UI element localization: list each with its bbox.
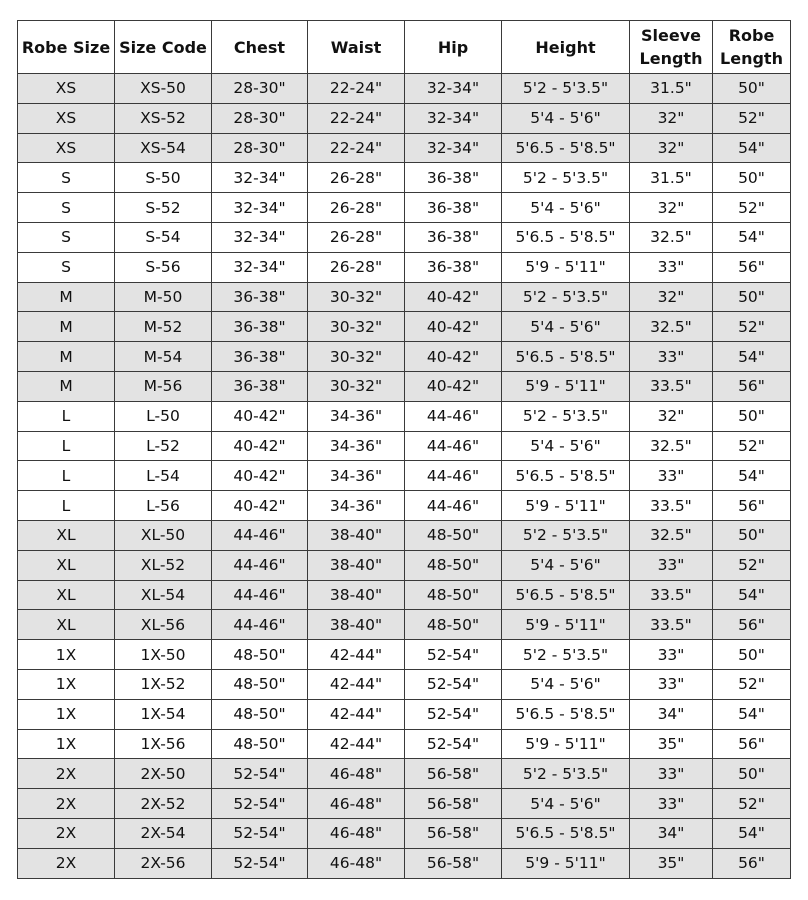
cell-height: 5'9 - 5'11" [502,610,630,640]
cell-hip: 52-54" [405,699,502,729]
cell-sleeve-length: 33" [630,461,713,491]
cell-waist: 38-40" [308,550,405,580]
cell-robe-size: L [18,401,115,431]
cell-robe-size: M [18,282,115,312]
cell-waist: 34-36" [308,491,405,521]
table-row [18,282,791,312]
cell-sleeve-length: 32" [630,401,713,431]
size-chart-table [17,20,791,879]
cell-robe-length: 52" [713,431,791,461]
cell-robe-length: 52" [713,312,791,342]
cell-hip: 56-58" [405,848,502,878]
cell-height: 5'9 - 5'11" [502,252,630,282]
cell-chest: 32-34" [212,222,308,252]
cell-robe-length: 50" [713,401,791,431]
cell-waist: 34-36" [308,461,405,491]
cell-height: 5'2 - 5'3.5" [502,163,630,193]
cell-waist: 38-40" [308,580,405,610]
cell-waist: 26-28" [308,193,405,223]
header-label: Robe Size [21,37,111,57]
cell-size-code: XL-56 [115,610,212,640]
header-label-line-2: Length [639,49,703,68]
cell-chest: 52-54" [212,848,308,878]
cell-chest: 40-42" [212,431,308,461]
cell-sleeve-length: 32" [630,103,713,133]
table-row [18,342,791,372]
cell-chest: 44-46" [212,580,308,610]
header-row [18,21,791,74]
cell-height: 5'2 - 5'3.5" [502,759,630,789]
cell-robe-size: S [18,222,115,252]
cell-sleeve-length: 32.5" [630,222,713,252]
cell-size-code: XL-50 [115,520,212,550]
cell-size-code: S-50 [115,163,212,193]
cell-height: 5'9 - 5'11" [502,491,630,521]
cell-chest: 32-34" [212,252,308,282]
cell-sleeve-length: 33" [630,669,713,699]
cell-size-code: 2X-52 [115,789,212,819]
table-row [18,550,791,580]
cell-chest: 28-30" [212,133,308,163]
cell-robe-size: XS [18,103,115,133]
cell-sleeve-length: 33" [630,342,713,372]
table-row [18,669,791,699]
cell-chest: 28-30" [212,74,308,104]
cell-robe-length: 56" [713,729,791,759]
cell-robe-length: 50" [713,520,791,550]
cell-sleeve-length: 34" [630,818,713,848]
cell-robe-length: 50" [713,282,791,312]
cell-height: 5'6.5 - 5'8.5" [502,461,630,491]
cell-size-code: XS-52 [115,103,212,133]
cell-height: 5'6.5 - 5'8.5" [502,222,630,252]
cell-hip: 44-46" [405,491,502,521]
cell-waist: 22-24" [308,74,405,104]
cell-hip: 32-34" [405,103,502,133]
cell-hip: 32-34" [405,133,502,163]
cell-robe-size: 1X [18,729,115,759]
cell-waist: 46-48" [308,789,405,819]
cell-height: 5'9 - 5'11" [502,371,630,401]
cell-robe-size: L [18,431,115,461]
table-row [18,401,791,431]
cell-waist: 30-32" [308,342,405,372]
cell-size-code: 1X-56 [115,729,212,759]
cell-robe-size: M [18,342,115,372]
cell-robe-length: 52" [713,789,791,819]
table-row [18,461,791,491]
table-row [18,312,791,342]
cell-height: 5'2 - 5'3.5" [502,640,630,670]
cell-height: 5'6.5 - 5'8.5" [502,133,630,163]
cell-sleeve-length: 34" [630,699,713,729]
table-row [18,74,791,104]
cell-chest: 48-50" [212,699,308,729]
header-label-line-1: Robe [728,26,775,45]
cell-robe-size: L [18,461,115,491]
table-row [18,789,791,819]
header-label: Chest [233,37,286,57]
cell-size-code: 1X-54 [115,699,212,729]
cell-height: 5'2 - 5'3.5" [502,401,630,431]
table-row [18,610,791,640]
cell-chest: 36-38" [212,371,308,401]
cell-chest: 44-46" [212,610,308,640]
cell-sleeve-length: 33.5" [630,580,713,610]
cell-hip: 48-50" [405,580,502,610]
cell-waist: 38-40" [308,520,405,550]
cell-chest: 48-50" [212,640,308,670]
cell-hip: 40-42" [405,371,502,401]
cell-robe-length: 54" [713,580,791,610]
cell-sleeve-length: 33.5" [630,371,713,401]
header-label: Waist [330,37,382,57]
cell-size-code: XL-52 [115,550,212,580]
cell-robe-size: XL [18,610,115,640]
cell-hip: 40-42" [405,282,502,312]
cell-height: 5'4 - 5'6" [502,103,630,133]
header-waist [308,21,405,74]
cell-sleeve-length: 32" [630,282,713,312]
cell-robe-length: 54" [713,342,791,372]
table-row [18,431,791,461]
table-row [18,491,791,521]
cell-waist: 42-44" [308,729,405,759]
cell-robe-length: 56" [713,371,791,401]
cell-robe-size: 2X [18,789,115,819]
cell-sleeve-length: 33.5" [630,491,713,521]
cell-size-code: L-50 [115,401,212,431]
cell-hip: 48-50" [405,550,502,580]
cell-size-code: M-50 [115,282,212,312]
cell-size-code: 2X-56 [115,848,212,878]
cell-robe-length: 52" [713,193,791,223]
cell-size-code: L-52 [115,431,212,461]
cell-hip: 44-46" [405,461,502,491]
cell-size-code: M-54 [115,342,212,372]
cell-waist: 38-40" [308,610,405,640]
table-row [18,759,791,789]
cell-chest: 44-46" [212,520,308,550]
table-row [18,222,791,252]
table-row [18,848,791,878]
cell-robe-size: 2X [18,848,115,878]
cell-waist: 42-44" [308,669,405,699]
table-row [18,640,791,670]
cell-waist: 42-44" [308,699,405,729]
table-row [18,193,791,223]
cell-size-code: 2X-50 [115,759,212,789]
cell-chest: 52-54" [212,818,308,848]
cell-hip: 56-58" [405,818,502,848]
cell-hip: 52-54" [405,729,502,759]
cell-waist: 34-36" [308,431,405,461]
cell-height: 5'6.5 - 5'8.5" [502,818,630,848]
cell-waist: 42-44" [308,640,405,670]
cell-height: 5'9 - 5'11" [502,848,630,878]
cell-height: 5'2 - 5'3.5" [502,282,630,312]
cell-robe-size: XL [18,550,115,580]
header-hip [405,21,502,74]
table-row [18,699,791,729]
cell-robe-length: 54" [713,818,791,848]
cell-sleeve-length: 33" [630,252,713,282]
cell-chest: 36-38" [212,282,308,312]
cell-height: 5'9 - 5'11" [502,729,630,759]
cell-robe-length: 50" [713,74,791,104]
header-height [502,21,630,74]
cell-height: 5'6.5 - 5'8.5" [502,699,630,729]
cell-chest: 48-50" [212,729,308,759]
table-row [18,252,791,282]
cell-height: 5'4 - 5'6" [502,312,630,342]
table-row [18,729,791,759]
cell-sleeve-length: 31.5" [630,163,713,193]
cell-hip: 32-34" [405,74,502,104]
table-row [18,133,791,163]
cell-height: 5'4 - 5'6" [502,669,630,699]
cell-size-code: XS-54 [115,133,212,163]
cell-size-code: S-54 [115,222,212,252]
cell-hip: 36-38" [405,222,502,252]
cell-robe-size: 1X [18,640,115,670]
cell-robe-length: 52" [713,669,791,699]
cell-hip: 48-50" [405,610,502,640]
cell-size-code: 1X-50 [115,640,212,670]
cell-chest: 36-38" [212,312,308,342]
cell-chest: 52-54" [212,789,308,819]
cell-robe-length: 52" [713,550,791,580]
table-row [18,103,791,133]
cell-height: 5'4 - 5'6" [502,193,630,223]
cell-robe-length: 56" [713,610,791,640]
cell-hip: 36-38" [405,252,502,282]
cell-sleeve-length: 32.5" [630,431,713,461]
cell-height: 5'6.5 - 5'8.5" [502,342,630,372]
cell-robe-length: 50" [713,163,791,193]
cell-sleeve-length: 32.5" [630,520,713,550]
cell-robe-length: 50" [713,759,791,789]
cell-robe-size: XS [18,74,115,104]
cell-waist: 46-48" [308,848,405,878]
cell-sleeve-length: 33" [630,789,713,819]
cell-waist: 22-24" [308,133,405,163]
cell-robe-size: XL [18,580,115,610]
cell-robe-size: S [18,193,115,223]
cell-waist: 46-48" [308,818,405,848]
cell-chest: 40-42" [212,461,308,491]
header-robe-length [713,21,791,74]
cell-height: 5'2 - 5'3.5" [502,74,630,104]
cell-robe-length: 50" [713,640,791,670]
cell-sleeve-length: 33" [630,759,713,789]
cell-robe-size: 1X [18,669,115,699]
cell-robe-size: S [18,163,115,193]
cell-robe-length: 56" [713,252,791,282]
cell-hip: 48-50" [405,520,502,550]
cell-waist: 22-24" [308,103,405,133]
cell-chest: 32-34" [212,193,308,223]
cell-waist: 46-48" [308,759,405,789]
cell-chest: 40-42" [212,401,308,431]
cell-waist: 26-28" [308,222,405,252]
header-label-line-2: Length [720,49,783,68]
cell-sleeve-length: 33.5" [630,610,713,640]
cell-robe-length: 52" [713,103,791,133]
cell-waist: 34-36" [308,401,405,431]
cell-sleeve-length: 32.5" [630,312,713,342]
cell-robe-length: 56" [713,491,791,521]
table-row [18,163,791,193]
cell-waist: 26-28" [308,252,405,282]
cell-robe-size: M [18,312,115,342]
cell-waist: 26-28" [308,163,405,193]
cell-robe-length: 54" [713,133,791,163]
cell-sleeve-length: 35" [630,848,713,878]
cell-waist: 30-32" [308,371,405,401]
cell-robe-size: S [18,252,115,282]
cell-sleeve-length: 31.5" [630,74,713,104]
cell-sleeve-length: 32" [630,193,713,223]
cell-robe-size: XL [18,520,115,550]
cell-chest: 52-54" [212,759,308,789]
cell-size-code: XL-54 [115,580,212,610]
cell-hip: 56-58" [405,759,502,789]
cell-size-code: 1X-52 [115,669,212,699]
cell-robe-size: 2X [18,759,115,789]
cell-waist: 30-32" [308,282,405,312]
header-label: Hip [437,37,469,57]
cell-sleeve-length: 32" [630,133,713,163]
cell-size-code: 2X-54 [115,818,212,848]
cell-sleeve-length: 33" [630,640,713,670]
table-row [18,520,791,550]
cell-chest: 28-30" [212,103,308,133]
cell-size-code: M-52 [115,312,212,342]
cell-hip: 44-46" [405,401,502,431]
header-label: Size Code [119,37,207,57]
header-sleeve-length [630,21,713,74]
header-size-code [115,21,212,74]
cell-robe-length: 54" [713,222,791,252]
cell-robe-size: 1X [18,699,115,729]
table-row [18,371,791,401]
cell-size-code: L-54 [115,461,212,491]
cell-height: 5'4 - 5'6" [502,431,630,461]
cell-chest: 48-50" [212,669,308,699]
cell-robe-size: M [18,371,115,401]
cell-height: 5'4 - 5'6" [502,550,630,580]
cell-hip: 36-38" [405,193,502,223]
cell-robe-length: 54" [713,461,791,491]
header-chest [212,21,308,74]
cell-waist: 30-32" [308,312,405,342]
cell-size-code: L-56 [115,491,212,521]
cell-hip: 44-46" [405,431,502,461]
cell-size-code: S-56 [115,252,212,282]
table-row [18,818,791,848]
cell-hip: 36-38" [405,163,502,193]
cell-size-code: M-56 [115,371,212,401]
header-robe-size [18,21,115,74]
cell-size-code: S-52 [115,193,212,223]
cell-robe-size: XS [18,133,115,163]
cell-size-code: XS-50 [115,74,212,104]
cell-sleeve-length: 35" [630,729,713,759]
cell-hip: 56-58" [405,789,502,819]
cell-chest: 36-38" [212,342,308,372]
cell-height: 5'4 - 5'6" [502,789,630,819]
header-label-line-1: Sleeve [641,26,701,45]
table-body [18,74,791,879]
cell-chest: 40-42" [212,491,308,521]
cell-sleeve-length: 33" [630,550,713,580]
cell-hip: 52-54" [405,640,502,670]
cell-height: 5'2 - 5'3.5" [502,520,630,550]
cell-chest: 44-46" [212,550,308,580]
table-row [18,580,791,610]
cell-robe-size: 2X [18,818,115,848]
header-label: Height [535,37,596,57]
cell-chest: 32-34" [212,163,308,193]
cell-hip: 40-42" [405,342,502,372]
cell-hip: 52-54" [405,669,502,699]
cell-robe-length: 54" [713,699,791,729]
cell-hip: 40-42" [405,312,502,342]
cell-robe-size: L [18,491,115,521]
cell-height: 5'6.5 - 5'8.5" [502,580,630,610]
cell-robe-length: 56" [713,848,791,878]
